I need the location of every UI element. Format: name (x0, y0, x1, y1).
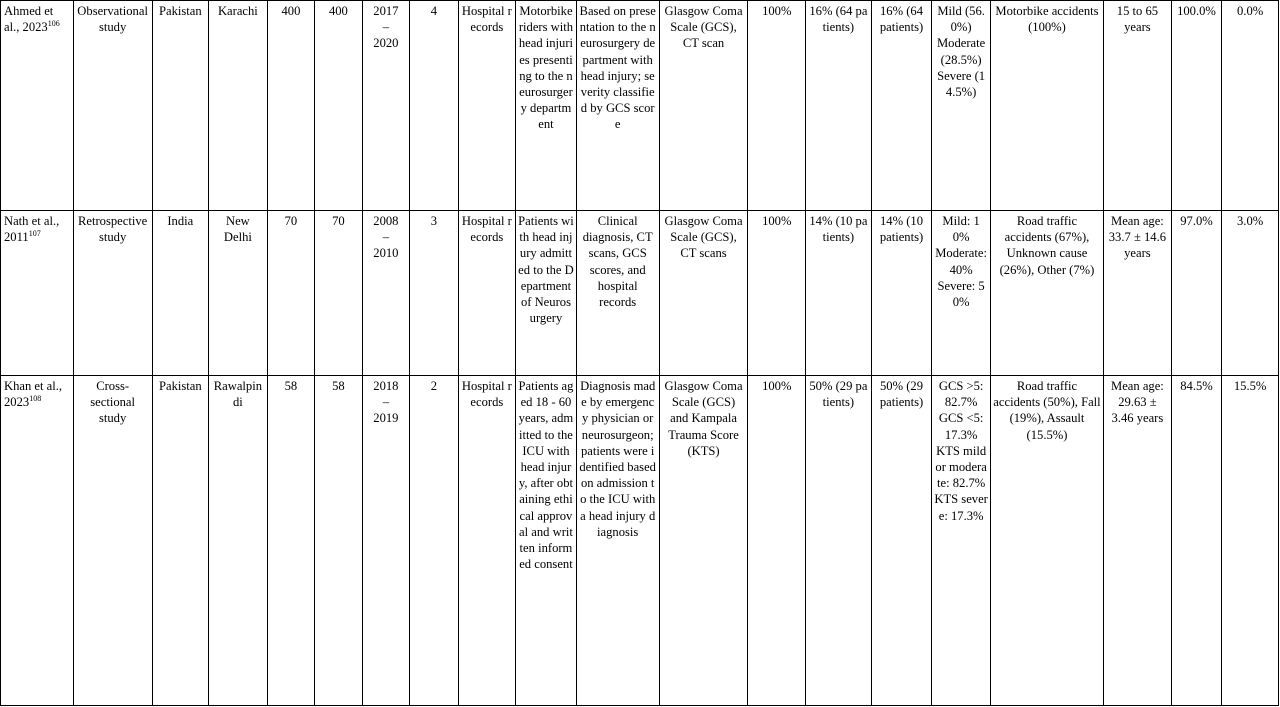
design-cell: Retrospective study (73, 211, 152, 376)
age-cell: Mean age: 29.63 ± 3.46 years (1104, 376, 1172, 706)
tool-cell: Glasgow Coma Scale (GCS), CT scan (659, 1, 748, 211)
severity-cell: Mild: 10% Moderate: 40% Severe: 50% (932, 211, 991, 376)
period-cell: 2018 – 2019 (362, 376, 409, 706)
city-cell: New Delhi (209, 211, 268, 376)
cases-cell: 400 (315, 1, 362, 211)
table-row (1, 211, 1279, 376)
diagnosis-cell: Diagnosis made by emergency physician or neurosurgeon; patients were identified based on admission to the ICU with a head injury diagnosis (576, 376, 659, 706)
author-text: Khan et al., 2023 (4, 379, 63, 410)
period-cell: 2017 – 2020 (362, 1, 409, 211)
city-cell: Rawalpindi (209, 376, 268, 706)
duration-cell: 4 (410, 1, 458, 211)
cases-cell: 58 (315, 376, 362, 706)
country-cell: Pakistan (152, 1, 209, 211)
reference-number: 106 (47, 19, 60, 29)
duration-cell: 2 (410, 376, 458, 706)
age-cell: 15 to 65 years (1104, 1, 1172, 211)
age-cell: Mean age: 33.7 ± 14.6 years (1104, 211, 1172, 376)
female-cell: 15.5% (1222, 376, 1279, 706)
male-cell: 84.5% (1171, 376, 1222, 706)
city-cell: Karachi (209, 1, 268, 211)
author-cell (1, 376, 74, 706)
cause-cell: Road traffic accidents (67%), Unknown cause (26%), Other (7%) (990, 211, 1103, 376)
sample-size-cell: 58 (267, 376, 314, 706)
author-text: Nath et al., 2011 (4, 214, 60, 245)
country-cell: India (152, 211, 209, 376)
prevalence-total-cell: 16% (64 patients) (871, 1, 932, 211)
data-source-cell: Hospital records (458, 1, 516, 211)
author-cell (1, 1, 74, 211)
population-cell: Patients with head injury admitted to the Department of Neurosurgery (516, 211, 577, 376)
prevalence-cell: 50% (29 patients) (806, 376, 872, 706)
cases-cell: 70 (315, 211, 362, 376)
percent-cell: 100% (748, 1, 806, 211)
author-text: Ahmed et al., 2023 (4, 4, 54, 35)
female-cell: 0.0% (1222, 1, 1279, 211)
population-cell: Patients aged 18 - 60 years, admitted to the ICU with head injury, after obtaining ethical approval and written informed consent (516, 376, 577, 706)
reference-number: 108 (29, 394, 42, 404)
prevalence-total-cell: 50% (29 patients) (871, 376, 932, 706)
sample-size-cell: 400 (267, 1, 314, 211)
period-cell: 2008 – 2010 (362, 211, 409, 376)
cause-cell: Motorbike accidents (100%) (990, 1, 1103, 211)
country-cell: Pakistan (152, 376, 209, 706)
percent-cell: 100% (748, 376, 806, 706)
severity-cell: Mild (56.0%) Moderate (28.5%) Severe (14.5%) (932, 1, 991, 211)
tool-cell: Glasgow Coma Scale (GCS), CT scans (659, 211, 748, 376)
male-cell: 100.0% (1171, 1, 1222, 211)
cause-cell: Road traffic accidents (50%), Fall (19%), Assault (15.5%) (990, 376, 1103, 706)
prevalence-cell: 16% (64 patients) (806, 1, 872, 211)
duration-cell: 3 (410, 211, 458, 376)
diagnosis-cell: Based on presentation to the neurosurgery department with head injury; severity classified by GCS score (576, 1, 659, 211)
table-row (1, 1, 1279, 211)
design-cell: Observational study (73, 1, 152, 211)
sample-size-cell: 70 (267, 211, 314, 376)
tool-cell: Glasgow Coma Scale (GCS) and Kampala Trauma Score (KTS) (659, 376, 748, 706)
severity-cell: GCS >5: 82.7% GCS <5: 17.3% KTS mild or moderate: 82.7% KTS severe: 17.3% (932, 376, 991, 706)
male-cell: 97.0% (1171, 211, 1222, 376)
percent-cell: 100% (748, 211, 806, 376)
female-cell: 3.0% (1222, 211, 1279, 376)
reference-number: 107 (28, 229, 41, 239)
population-cell: Motorbike riders with head injuries presenting to the neurosurgery department (516, 1, 577, 211)
table-row (1, 376, 1279, 706)
author-cell (1, 211, 74, 376)
design-cell: Cross-sectional study (73, 376, 152, 706)
prevalence-total-cell: 14% (10 patients) (871, 211, 932, 376)
prevalence-cell: 14% (10 patients) (806, 211, 872, 376)
diagnosis-cell: Clinical diagnosis, CT scans, GCS scores, and hospital records (576, 211, 659, 376)
data-source-cell: Hospital records (458, 211, 516, 376)
data-source-cell: Hospital records (458, 376, 516, 706)
